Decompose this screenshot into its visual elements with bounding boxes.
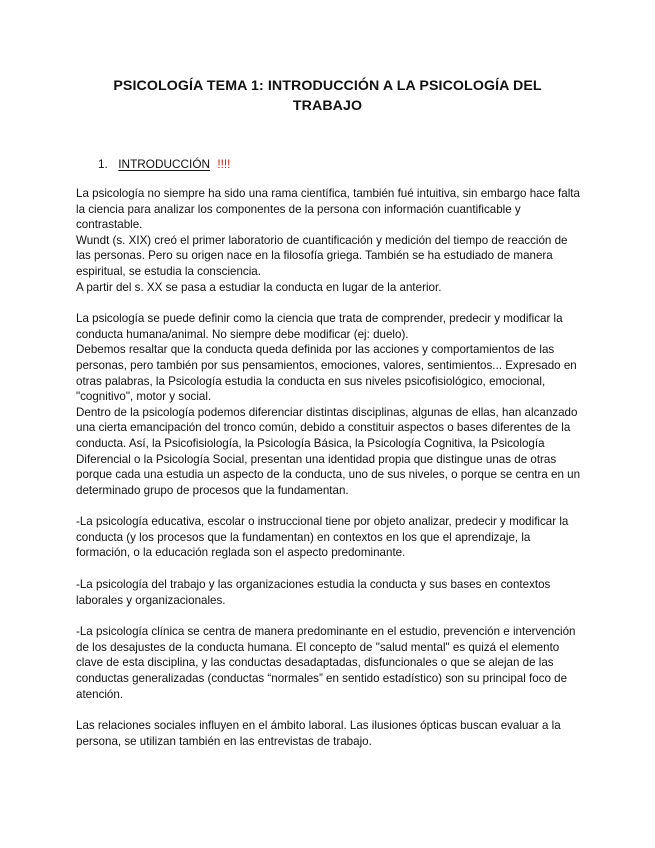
- paragraph-1: La psicología no siempre ha sido una rama científica, también fué intuitiva, sin embargo hace falta la ciencia para analizar los componentes de la persona con información cuantificable y contrastable.: [76, 187, 580, 232]
- paragraph-4: La psicología se puede definir como la ciencia que trata de comprender, predecir y modificar la conducta humana/animal. No siempre debe modificar (ej: duelo).: [76, 312, 563, 341]
- paragraph-3: A partir del s. XX se pasa a estudiar la conducta en lugar de la anterior.: [76, 280, 442, 294]
- section-heading: [98, 156, 230, 172]
- document-title: [90, 76, 565, 116]
- paragraph-6: Dentro de la psicología podemos diferenciar distintas disciplinas, algunas de ellas, han alcanzado una cierta emancipación del tronco común, debido a constituir aspectos o bases diferentes de la conducta. Así, la Psicofisiología, la Psicología Básica, la Psicología Cognitiva, la Psicología Diferencial o la Psicología Social, presentan una identidad propia que distingue unas de otras porque cada una estudia un aspecto de la conducta, uno de sus niveles, o porque se centra en un determinado grupo de procesos que la fundamentan.: [76, 405, 581, 497]
- paragraph-10: Las relaciones sociales influyen en el ámbito laboral. Las ilusiones ópticas buscan evaluar a la persona, se utilizan también en las entrevistas de trabajo.: [76, 719, 561, 748]
- paragraph-2: Wundt (s. XIX) creó el primer laboratorio de cuantificación y medición del tiempo de reacción de las personas. Pero su origen nace en la filosofía griega. También se ha estudiado de manera espiritual, se estudia la consciencia.: [76, 233, 568, 278]
- paragraph-8: -La psicología del trabajo y las organizaciones estudia la conducta y sus bases en contextos laborales y organizacionales.: [76, 578, 551, 607]
- paragraph-7: -La psicología educativa, escolar o instruccional tiene por objeto analizar, predecir y modificar la conducta (y los procesos que la fundamentan) en contextos en los que el aprendizaje, la formación, o la educación reglada son el aspecto predominante.: [76, 515, 569, 560]
- section-title: INTRODUCCIÓN: [118, 157, 211, 171]
- section-number: 1.: [98, 157, 108, 171]
- title-line-1: PSICOLOGÍA TEMA 1: INTRODUCCIÓN A LA PSICOLOGÍA DEL: [113, 78, 542, 94]
- paragraph-5: Debemos resaltar que la conducta queda definida por las acciones y comportamientos de las personas, pero también por sus pensamientos, emociones, valores, sentimientos... Expresado en otras palabras, la Psicología estudia la conducta en sus niveles psicofisiológico, emocional, "cognitivo", motor y social.: [76, 343, 577, 404]
- section-exclamation-marks: !!!!: [217, 157, 231, 171]
- document-body: [76, 186, 582, 749]
- title-line-2: TRABAJO: [292, 98, 363, 114]
- paragraph-9: -La psicología clínica se centra de manera predominante en el estudio, prevención e intervención de los desajustes de la conducta humana. El concepto de "salud mental" es quizá el elemento clave de esta disciplina, y las conductas desadaptadas, disfuncionales o que se alejan de las conductas generalizadas (conductas “normales” en sentido estadístico) son su principal foco de atención.: [76, 625, 576, 701]
